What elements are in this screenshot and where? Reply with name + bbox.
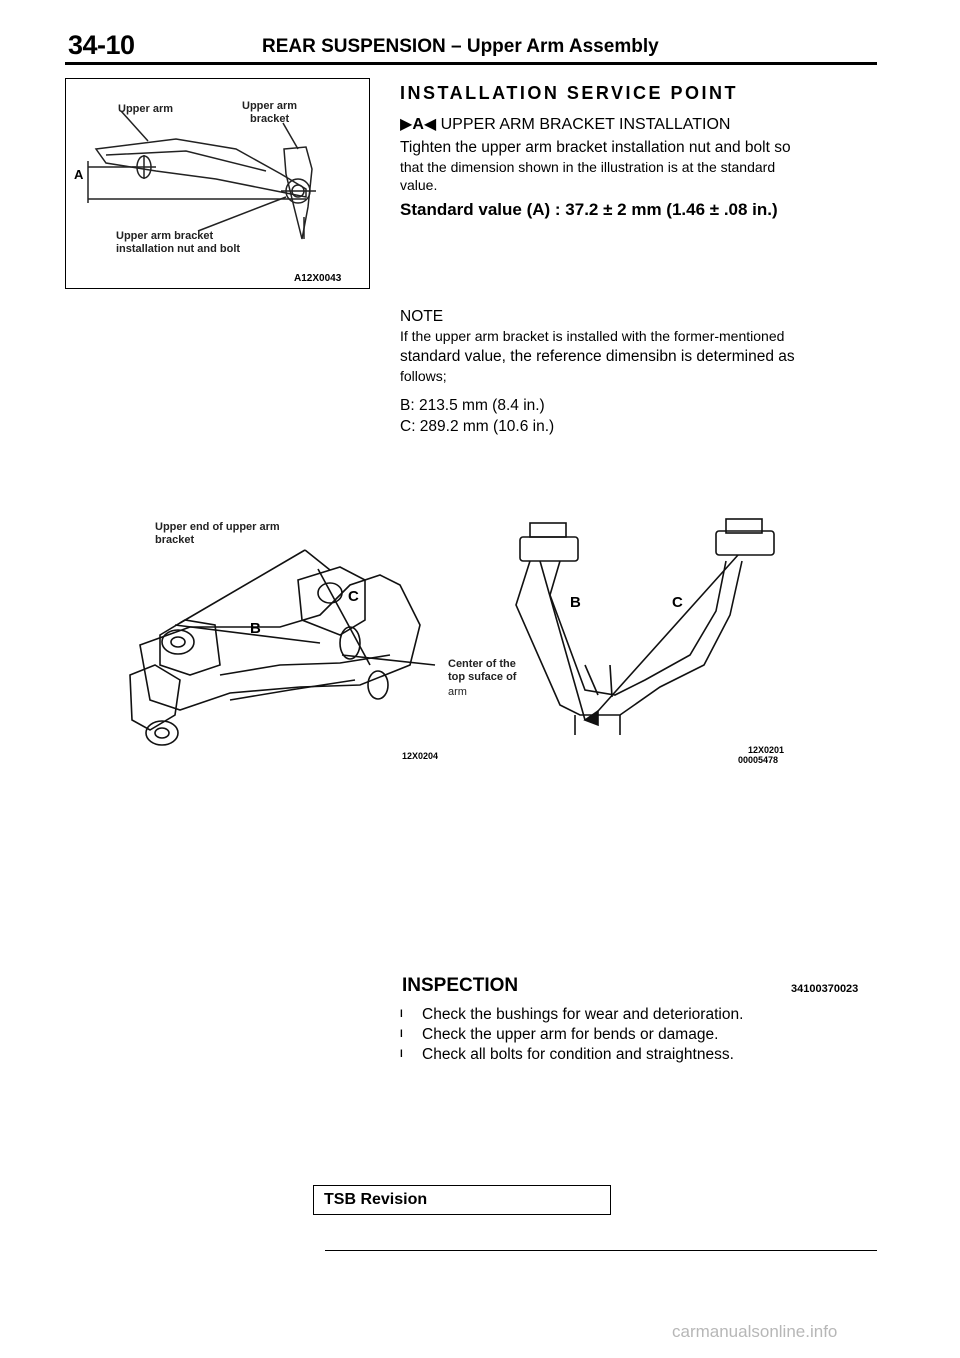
label-b-right: B — [570, 594, 581, 611]
note-b-value: B: 213.5 mm (8.4 in.) — [400, 397, 545, 414]
label-upper-end-2: bracket — [155, 534, 195, 546]
bracket-illustration — [66, 79, 369, 288]
installation-heading: INSTALLATION SERVICE POINT — [400, 83, 739, 103]
label-upper-arm: Upper arm — [118, 103, 174, 115]
inspection-item-text: Check the upper arm for bends or damage. — [422, 1026, 719, 1043]
inspection-item — [400, 1006, 743, 1024]
inspection-item-text: Check the bushings for wear and deterioration. — [422, 1006, 744, 1023]
label-c-left: C — [348, 588, 359, 605]
subheading-text: UPPER ARM BRACKET INSTALLATION — [440, 116, 731, 133]
label-upper-arm-bracket-2: bracket — [250, 113, 290, 125]
bullet-glyph: l — [400, 1029, 403, 1040]
label-dimension-a: A — [74, 167, 84, 182]
section-title: REAR SUSPENSION — [262, 36, 446, 57]
subsection-title: Upper Arm Assembly — [466, 36, 659, 57]
figure-reference-dimensions — [120, 515, 890, 765]
title-dash: – — [450, 36, 462, 57]
label-nut-bolt-1: Upper arm bracket — [116, 230, 214, 242]
label-nut-bolt-2: installation nut and bolt — [116, 243, 241, 255]
watermark: carmanualsonline.info — [672, 1322, 838, 1341]
page-title — [262, 36, 659, 58]
note-line3: follows; — [400, 368, 447, 384]
figure2-code-right-1: 12X0201 — [748, 745, 785, 755]
tsb-revision-box — [313, 1185, 611, 1215]
note-line2: standard value, the reference dimensibn is determined as — [400, 348, 795, 365]
arm-illustration — [120, 515, 890, 765]
figure-bracket-dimension — [65, 78, 370, 289]
label-c-right: C — [672, 594, 683, 611]
standard-value: Standard value (A) : 37.2 ± 2 mm (1.46 ± .08 in.) — [400, 200, 778, 219]
installation-subheading — [400, 114, 730, 134]
note-line1: If the upper arm bracket is installed with the former-mentioned — [400, 328, 785, 344]
bullet-glyph: l — [400, 1009, 403, 1020]
figure2-code-left: 12X0204 — [402, 751, 439, 761]
inspection-item — [400, 1026, 718, 1044]
label-center-3: arm — [448, 686, 467, 698]
inspection-code: 34100370023 — [791, 983, 859, 995]
note-c-value: C: 289.2 mm (10.6 in.) — [400, 418, 555, 435]
header-rule — [65, 62, 877, 65]
page-number: 34-10 — [68, 30, 135, 60]
inspection-item-text: Check all bolts for condition and straightness. — [422, 1046, 734, 1063]
label-upper-end-1: Upper end of upper arm — [155, 521, 280, 533]
label-b-left: B — [250, 620, 261, 637]
tsb-revision-label: TSB Revision — [324, 1191, 428, 1208]
figure1-code: A12X0043 — [294, 273, 342, 284]
install-text-line1: Tighten the upper arm bracket installation nut and bolt so — [400, 139, 791, 156]
tsb-top-rule — [313, 1185, 611, 1186]
marker-arrow-right-icon: ▶ — [400, 116, 413, 133]
install-text-line2: that the dimension shown in the illustration is at the standard — [400, 159, 776, 175]
bullet-glyph: l — [400, 1049, 403, 1060]
figure2-code-right-2: 00005478 — [738, 755, 779, 765]
label-center-2: top suface of — [448, 671, 517, 683]
inspection-heading: INSPECTION — [402, 975, 519, 996]
marker-arrow-left-icon: ◀ — [423, 116, 441, 133]
marker-label: A — [412, 116, 424, 133]
inspection-item — [400, 1046, 734, 1064]
label-upper-arm-bracket-1: Upper arm — [242, 100, 298, 112]
footer-rule — [325, 1250, 877, 1251]
label-center-1: Center of the — [448, 658, 516, 670]
note-title: NOTE — [400, 308, 444, 325]
install-text-line3: value. — [400, 177, 438, 193]
